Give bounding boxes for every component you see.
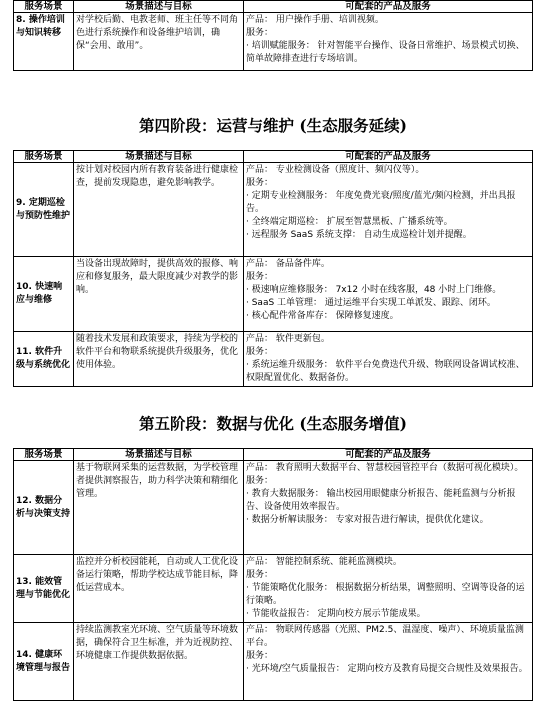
table-header-row	[14, 151, 533, 163]
products-cell: 产品： 备品备件库。 服务： · 极速响应维修服务： 7x12 小时在线客服，48 小时上门维修。 · SaaS 工单管理： 通过运维平台实现工单派发、跟踪、闭环。 · 核心配件常备库存： 保障修复速度。	[244, 257, 533, 332]
header-desc: 场景描述与目标	[74, 1, 244, 13]
table-row	[14, 332, 533, 387]
table-row	[14, 163, 533, 257]
header-scene: 服务场景	[14, 151, 74, 163]
scene-cell: 14. 健康环境管理与报告	[14, 623, 74, 701]
table-header-row	[14, 449, 533, 461]
desc-cell: 持续监测教室光环境、空气质量等环境数据，确保符合卫生标准，并为近视防控、环境健康工作提供数据依据。	[74, 623, 244, 701]
header-desc: 场景描述与目标	[74, 449, 244, 461]
desc-cell: 监控并分析校园能耗，自动或人工优化设备运行策略，帮助学校达成节能目标，降低运营成本。	[74, 555, 244, 623]
header-scene: 服务场景	[14, 449, 74, 461]
table-row	[14, 461, 533, 555]
scene-cell: 11. 软件升级与系统优化	[14, 332, 74, 387]
stage5-title: 第五阶段：数据与优化 (生态服务增值)	[138, 414, 408, 433]
table-row	[14, 555, 533, 623]
scene-cell: 13. 能效管理与节能优化	[14, 555, 74, 623]
scene-cell: 10. 快速响应与维修	[14, 257, 74, 332]
products-cell: 产品： 教育照明大数据平台、智慧校园管控平台（数据可视化模块）。 服务： · 教育大数据服务： 输出校园用眼健康分析报告、能耗监测与分析报告、设备使用效率报告。 · 数据分析解读服务： 专家对报告进行解读，提供优化建议。	[244, 461, 533, 555]
scene-cell: 12. 数据分析与决策支持	[14, 461, 74, 555]
header-scene: 服务场景	[14, 1, 74, 13]
desc-cell: 对学校后勤、电教老师、班主任等不同角色进行系统操作和设备维护培训，确保“会用、敢用”。	[74, 13, 244, 71]
products-cell: 产品： 专业检测设备（照度计、频闪仪等）。 服务： · 定期专业检测服务： 年度免费光衰/照度/蓝光/频闪检测，并出具报告。 · 全终端定期巡检： 扩展至智慧黑板、广播系统等。 · 远程服务 SaaS 系统支撑： 自动生成巡检计划并提醒。	[244, 163, 533, 257]
scene-cell: 9. 定期巡检与预防性维护	[14, 163, 74, 257]
header-products: 可配套的产品及服务	[244, 151, 533, 163]
stage4-title: 第四阶段：运营与维护 (生态服务延续)	[138, 116, 408, 135]
desc-cell: 随着技术发展和政策要求，持续为学校的软件平台和物联系统提供升级服务，优化使用体验。	[74, 332, 244, 387]
header-products: 可配套的产品及服务	[244, 449, 533, 461]
header-products: 可配套的产品及服务	[244, 1, 533, 13]
header-desc: 场景描述与目标	[74, 151, 244, 163]
table-row	[14, 13, 533, 71]
stage4-table	[13, 150, 533, 387]
products-cell: 产品： 软件更新包。 服务： · 系统运维升级服务： 软件平台免费迭代升级、物联网设备调试校准、权限配置优化、数据备份。	[244, 332, 533, 387]
stage3-table	[13, 0, 533, 71]
products-cell: 产品： 物联网传感器（光照、PM2.5、温湿度、噪声）、环境质量监测平台。 服务： · 光环境/空气质量报告： 定期向校方及教育局提交合规性及效果报告。	[244, 623, 533, 701]
stage5-table	[13, 448, 533, 701]
table-row	[14, 623, 533, 701]
products-cell: 产品： 用户操作手册、培训视频。 服务： · 培训赋能服务： 针对智能平台操作、设备日常维护、场景模式切换、简单故障排查进行专场培训。	[244, 13, 533, 71]
scene-cell: 8. 操作培训与知识转移	[14, 13, 74, 71]
products-cell: 产品： 智能控制系统、能耗监测模块。 服务： · 节能策略优化服务： 根据数据分析结果，调整照明、空调等设备的运行策略。 · 节能收益报告： 定期向校方展示节能成果。	[244, 555, 533, 623]
desc-cell: 当设备出现故障时，提供高效的报修、响应和修复服务，最大限度减少对教学的影响。	[74, 257, 244, 332]
table-header-row	[14, 1, 533, 13]
desc-cell: 基于物联网采集的运营数据，为学校管理者提供洞察报告，助力科学决策和精细化管理。	[74, 461, 244, 555]
table-row	[14, 257, 533, 332]
desc-cell: 按计划对校园内所有教育装备进行健康检查，提前发现隐患，避免影响教学。	[74, 163, 244, 257]
